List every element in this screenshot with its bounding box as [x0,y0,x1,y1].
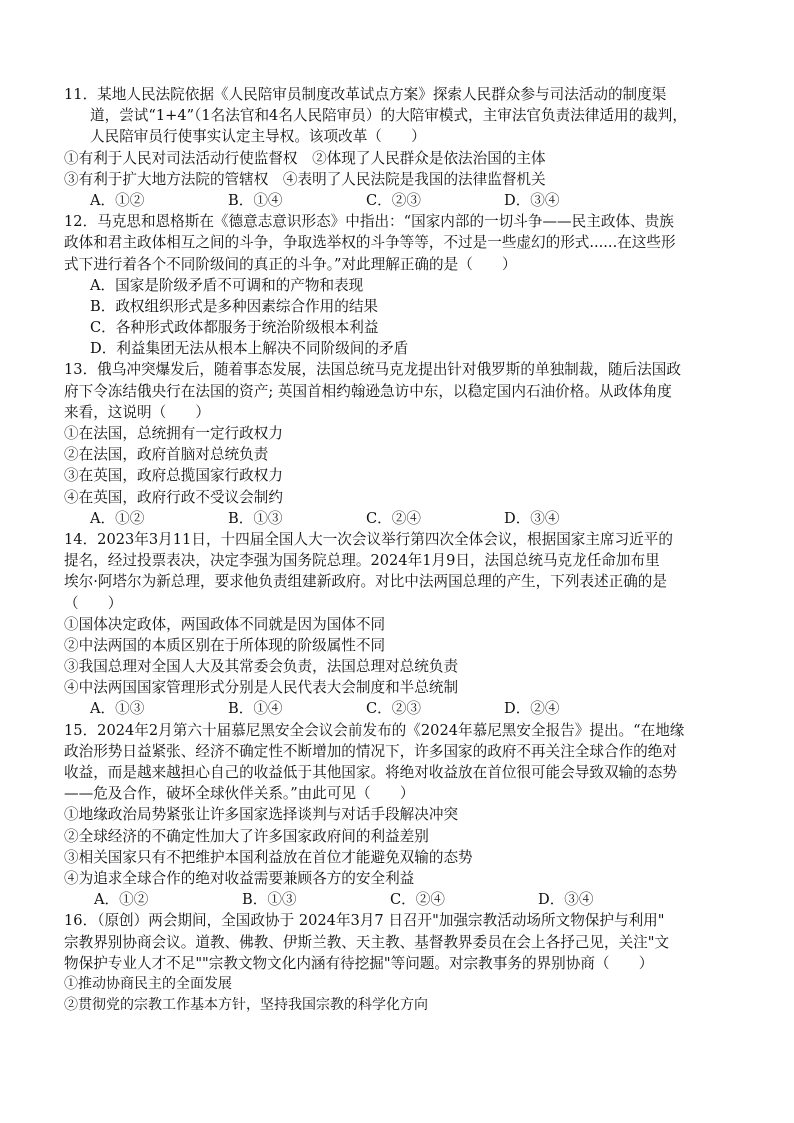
question-stem-line: 收益，而是越来越担心自己的收益低于其他国家。将绝对收益放在首位很可能会导致双输的态势 [64,764,677,781]
choice-b[interactable]: B．①③ [242,891,297,909]
question-stem-line: 政治形势日益紧张、经济不确定性不断增加的情况下，许多国家的政府不再关注全球合作的绝对 [64,742,677,760]
choice-a[interactable]: A．①② [94,891,149,909]
statement: ③相关国家只有不把维护本国利益放在首位才能避免双输的态势 [64,848,473,866]
choice-d[interactable]: D．③④ [538,891,594,909]
question-stem-line: 埃尔·阿塔尔为新总理，要求他负责组建新政府。对比中法两国总理的产生，下列表述正确的是 [64,573,667,591]
option-a[interactable]: A．国家是阶级矛盾不可调和的产物和表现 [90,276,364,294]
statement: ②贯彻党的宗教工作基本方针，坚持我国宗教的科学化方向 [64,997,428,1014]
question-16 [64,910,744,1016]
question-12 [64,211,744,359]
exam-page [64,84,744,1016]
statement: ③有利于扩大地方法院的管辖权 ④表明了人民法院是我国的法律监督机关 [64,170,546,188]
option-c[interactable]: C．各种形式政体都服务于统治阶级根本利益 [90,319,379,337]
question-15 [64,720,744,911]
statement: ①有利于人民对司法活动行使监督权 ②体现了人民群众是依法治国的主体 [64,149,546,167]
choice-c[interactable]: C．②④ [366,509,421,527]
statement: ①地缘政治局势紧张让许多国家选择谈判与对话手段解决冲突 [64,806,459,824]
question-stem-line: 来看，这说明（ ） [64,403,210,421]
question-stem-line: 人民陪审员行使事实认定主导权。该项改革（ ） [90,128,426,146]
choice-c[interactable]: C．②④ [390,891,445,909]
question-stem-line: 宗教界别协商会议。道教、佛教、伊斯兰教、天主教、基督教界委员在会上各抒己见，关注"文 [64,933,670,951]
statement: ②中法两国的本质区别在于所体现的阶级属性不同 [64,636,386,654]
question-11 [64,84,744,211]
question-stem-line: 14．2023年3月11日，十四届全国人大一次会议举行第四次全体会议，根据国家主席习近平的 [64,530,673,548]
question-14 [64,529,744,720]
choice-a[interactable]: A．①② [90,509,145,527]
statement: ④在英国，政府行政不受议会制约 [64,488,283,506]
choice-c[interactable]: C．②③ [366,700,421,718]
choice-a[interactable]: A．①③ [90,700,145,718]
answer-choices [64,889,744,910]
question-stem-line: 16．（原创）两会期间，全国政协于 2024年3月7 日召开"加强宗教活动场所文物保护与利用" [64,912,665,930]
question-stem-line: 式下进行着各个不同阶级间的真正的斗争。”对此理解正确的是（ ） [64,255,517,273]
statement: ④中法两国国家管理形式分别是人民代表大会制度和半总统制 [64,679,459,697]
question-stem-line: 11．某地人民法院依据《人民陪审员制度改革试点方案》探索人民群众参与司法活动的制度渠 [64,86,667,103]
choice-b[interactable]: B．①④ [228,191,283,209]
answer-choices [64,698,744,719]
statement: ②全球经济的不确定性加大了许多国家政府间的利益差别 [64,827,429,845]
question-stem-line: 12．马克思和恩格斯在《德意志意识形态》中指出：“国家内部的一切斗争——民主政体、贵族 [64,213,674,231]
question-stem-line: 物保护专业人才不足""宗教文物文化内涵有待挖掘"等问题。对宗教事务的界别协商（ ） [64,954,654,972]
choice-a[interactable]: A．①② [90,191,145,209]
statement: ④为追求全球合作的绝对收益需要兼顾各方的安全利益 [64,869,415,887]
choice-d[interactable]: D．②④ [504,700,560,718]
choice-c[interactable]: C．②③ [366,191,421,209]
question-stem-line: 13．俄乌冲突爆发后，随着事态发展，法国总统马克龙提出针对俄罗斯的单独制裁，随后法国政 [64,361,681,379]
question-stem-line: 道，尝试“1+4”（1名法官和4名人民陪审员）的大陪审模式，主审法官负责法律适用的裁判， [90,107,687,125]
question-13 [64,359,744,529]
choice-b[interactable]: B．①④ [228,700,283,718]
statement: ②在法国，政府首脑对总统负责 [64,446,269,464]
option-d[interactable]: D．利益集团无法从根本上解决不同阶级间的矛盾 [90,340,409,358]
question-stem-line: 15．2024年2月第六十届慕尼黑安全会议会前发布的《2024年慕尼黑安全报告》提出。“在地缘 [64,721,685,739]
choice-b[interactable]: B．①③ [228,509,283,527]
choice-d[interactable]: D．③④ [504,509,560,527]
option-b[interactable]: B．政权组织形式是多种因素综合作用的结果 [90,297,379,315]
statement: ①国体决定政体，两国政体不同就是因为国体不同 [64,615,386,633]
answer-choices [64,190,744,211]
statement: ③我国总理对全国人大及其常委会负责，法国总理对总统负责 [64,658,459,676]
statement: ①在法国，总统拥有一定行政权力 [64,425,283,442]
choice-d[interactable]: D．③④ [504,191,560,209]
question-stem-line: ——危及合作，破坏全球伙伴关系。”由此可见（ ） [64,785,415,803]
statement: ①推动协商民主的全面发展 [64,975,232,992]
statement: ③在英国，政府总揽国家行政权力 [64,467,283,485]
question-stem-line: 府下令冻结俄央行在法国的资产; 英国首相约翰逊急访中东，以稳定国内石油价格。从政体角度 [64,382,672,400]
question-stem-line: 政体和君主政体相互之间的斗争，争取选举权的斗争等等，不过是一些虚幻的形式......在这些形 [64,234,676,252]
question-stem-line: （ ） [64,594,123,612]
question-stem-line: 提名，经过投票表决，决定李强为国务院总理。2024年1月9日，法国总统马克龙任命加布里 [64,552,660,570]
answer-choices [64,508,744,529]
